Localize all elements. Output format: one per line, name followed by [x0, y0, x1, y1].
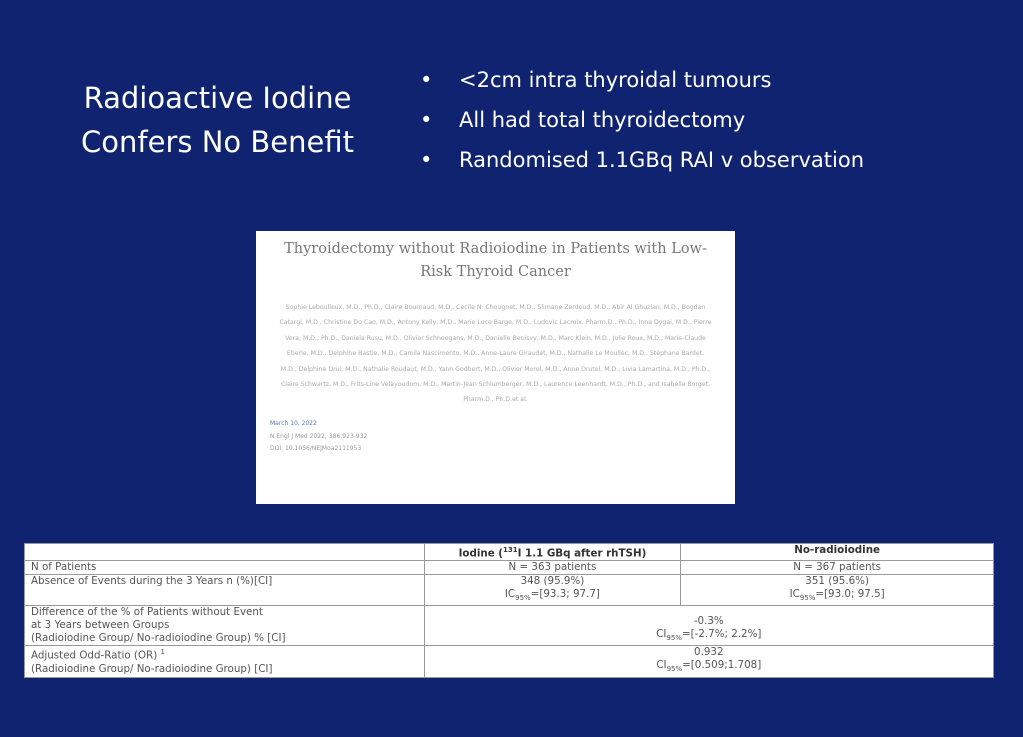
table-row-patients: [25, 561, 994, 575]
bullet-marker: •: [420, 148, 433, 172]
header-iodine-isotope: 131: [502, 546, 518, 554]
paper-citation: N Engl J Med 2022; 386:923-932: [270, 432, 368, 440]
bullet-marker: •: [420, 68, 433, 92]
paper-date: March 10, 2022: [270, 419, 317, 427]
bullet-text: <2cm intra thyroidal tumours: [459, 68, 772, 92]
table-row-absence: [25, 575, 994, 606]
slide-title-line-1: Radioactive Iodine: [83, 81, 352, 115]
paper-authors: Sophie Leboulleux, M.D., Ph.D., Claire Bournaud, M.D., Cecile N. Chougnet, M.D., Slimane Zerdoud, M.D., Abir Al Ghuzlan, M.D., Bogdan Catargi, M.D., Christine Do Cao, M.D., Antony Kelly, M.D., Marie Luce Barge, M.D., Ludovic Lacroix, Pharm.D., Ph.D., Inna Dygai, M.D., Pierre Vera, M.D., Ph.D., Daniela Rusu, M.D., Olivier Schneegans, M.D., Danielle Benisvy, M.D., Marc Klein, M.D., Julie Roux, M.D., Marie-Claude Eberle, M.D., Delphine Bastie, M.D., Camila Nascimento, M.D., Anne-Laure Giraudet, M.D., Nathalie Le Moullec, M.D., Stéphane Bardet, M.D., Delphine Drui, M.D., Nathalie Roudaut, M.D., Yann Godbert, M.D., Olivier Morel, M.D., Anne Drutel, M.D., Livia Lamartina, M.D., Ph.D., Claire Schwartz, M.D., Frits-Line Velayoudom, M.D., Martin-Jean Schlumberger, M.D., Laurence Leenhardt, M.D., Ph.D., and Isabelle Borget, Pharm.D., Ph.D.et al.: [279, 304, 712, 404]
paper-title: Thyroidectomy without Radioiodine in Patients with Low-Risk Thyroid Cancer: [284, 241, 707, 280]
slide-title-line-2: Confers No Benefit: [81, 125, 354, 159]
header-iodine: Iodine ($^{131}$I 1.1 GBq after rhTSH): [424, 544, 681, 561]
header-no-radioiodine: No-radioiodine: [681, 544, 994, 561]
bullet-list: [420, 60, 864, 180]
row-label: Adjusted Odd-Ratio (OR) $^1$ (Radioiodine Group/ No-radioiodine Group) [CI]: [25, 646, 425, 677]
results-table: [24, 543, 994, 678]
slide-title: [30, 76, 405, 164]
bullet-marker: •: [420, 108, 433, 132]
bullet-text: All had total thyroidectomy: [459, 108, 746, 132]
paper-meta: [270, 418, 721, 456]
bullet-item: [420, 140, 864, 180]
table-row-difference: [25, 606, 994, 646]
cell-iodine: N = 363 patients: [424, 561, 681, 575]
paper-doi: DOI: 10.1056/NEJMoa2111953: [270, 445, 362, 453]
table-row-odds-ratio: [25, 646, 994, 677]
table-header-row: [25, 544, 994, 561]
cell-difference-value: -0.3% $CI_{95\%}=[-2.7\%$; 2.2%]: [424, 606, 993, 646]
cell-no-radioiodine: 351 (95.6%) $IC_{95\%}=[93.0$; 97.5]: [681, 575, 994, 606]
row-label: Absence of Events during the 3 Years n (%)[CI]: [25, 575, 425, 606]
cell-iodine: 348 (95.9%) $IC_{95\%}=[93.3$; 97.7]: [424, 575, 681, 606]
bullet-item: [420, 100, 864, 140]
bullet-text: Randomised 1.1GBq RAI v observation: [459, 148, 864, 172]
row-label: N of Patients: [25, 561, 425, 575]
row-label: Difference of the % of Patients without Event at 3 Years between Groups (Radioiodine Group/ No-radioiodine Group) % [CI]: [25, 606, 425, 646]
bullet-item: [420, 60, 864, 100]
cell-odds-value: 0.932 $CI_{95\%}=[0.509;1.708]$: [424, 646, 993, 677]
header-empty-cell: [25, 544, 425, 561]
cell-no-radioiodine: N = 367 patients: [681, 561, 994, 575]
paper-screenshot: [256, 231, 735, 504]
